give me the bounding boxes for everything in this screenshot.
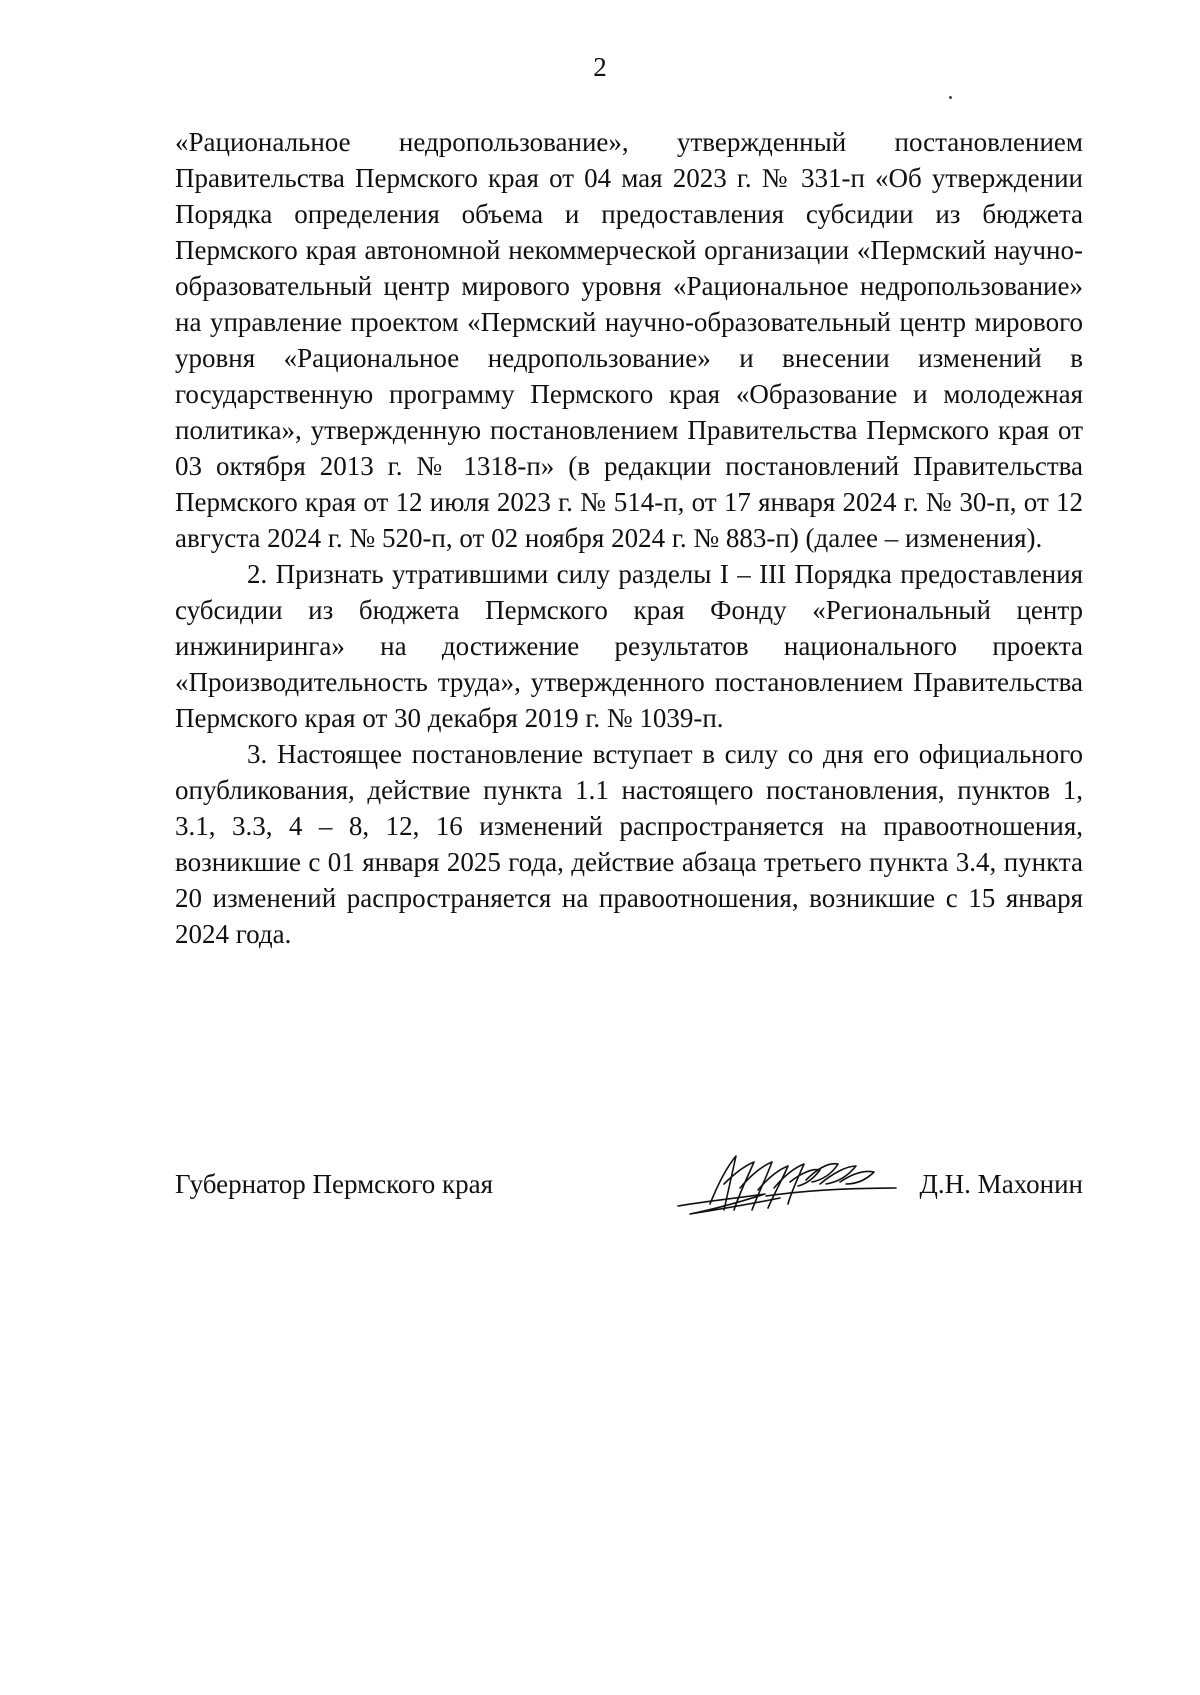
page-number: 2 — [593, 52, 607, 82]
handwritten-signature — [670, 1144, 900, 1224]
signatory-title: Губернатор Пермского края — [175, 1169, 494, 1199]
signatory-name: Д.Н. Махонин — [919, 1169, 1083, 1199]
signature-block — [175, 1156, 1083, 1236]
paragraph-item-3: 3. Настоящее постановление вступает в силу со дня его официального опубликования, действие пункта 1.1 настоящего постановления, пунктов 1, 3.1, 3.3, 4 – 8, 12, 16 изменений распространяется на правоотношения, возникшие с 01 января 2025 года, действие абзаца третьего пункта 3.4, пункта 20 изменений распространяется на правоотношения, возникшие с 15 января 2024 года. — [175, 739, 1083, 949]
paragraph-item-2: 2. Признать утратившими силу разделы I – III Порядка предоставления субсидии из бюджета Пермского края Фонду «Региональный центр инжиниринга» на достижение результатов национального проекта «Производительность труда», утвержденного постановлением Правительства Пермского края от 30 декабря 2019 г. № 1039-п. — [175, 559, 1083, 733]
scan-speck — [949, 96, 952, 99]
document-body — [175, 124, 1083, 952]
paragraph-continuation: «Рациональное недропользование», утвержденный постановлением Правительства Пермского края от 04 мая 2023 г. № 331-п «Об утверждении Порядка определения объема и предоставления субсидии из бюджета Пермского края автономной некоммерческой организации «Пермский научно-образовательный центр мирового уровня «Рациональное недропользование» на управление проектом «Пермский научно-образовательный центр мирового уровня «Рациональное недропользование» и внесении изменений в государственную программу Пермского края «Образование и молодежная политика», утвержденную постановлением Правительства Пермского края от 03 октября 2013 г. № 1318-п» (в редакции постановлений Правительства Пермского края от 12 июля 2023 г. № 514-п, от 17 января 2024 г. № 30-п, от 12 августа 2024 г. № 520-п, от 02 ноября 2024 г. № 883-п) (далее – изменения). — [175, 127, 1083, 553]
